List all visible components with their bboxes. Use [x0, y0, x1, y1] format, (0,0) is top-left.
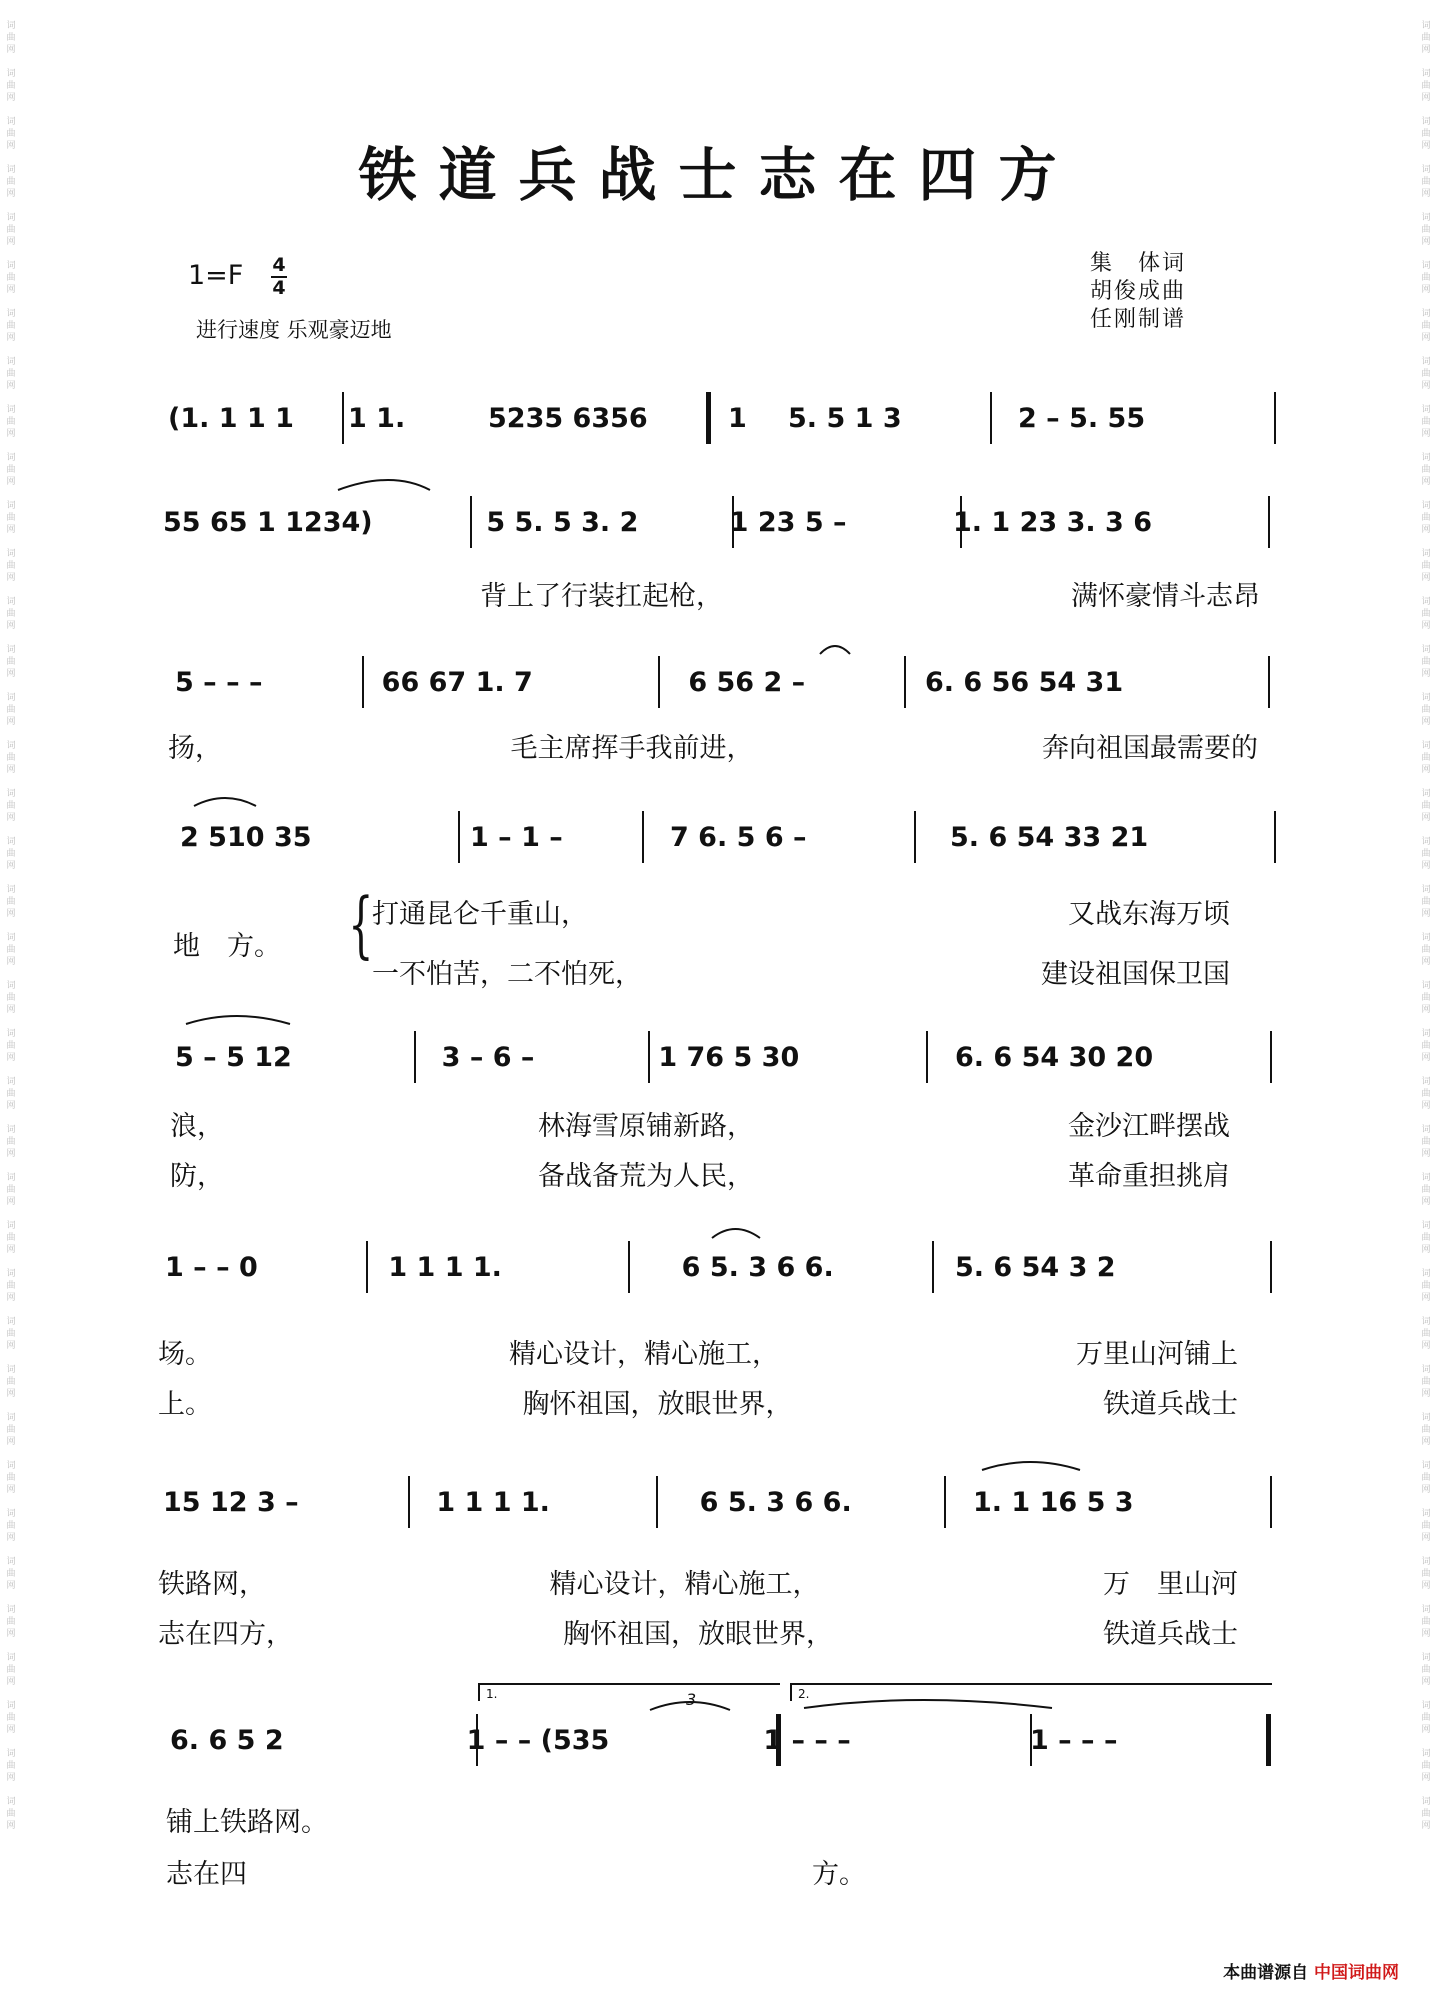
time-signature: [271, 256, 287, 298]
lyric-segment: 防，: [170, 1161, 224, 1192]
measure: 5. 6 54 33 21: [950, 822, 1149, 853]
verse-brace: {: [348, 882, 374, 966]
measure: 5. 6 54 3 2: [954, 1252, 1116, 1283]
slur: [982, 1462, 1080, 1470]
barline: [960, 496, 962, 548]
lyric-line: [166, 1806, 536, 1840]
measure: 5 5. 5 3. 2: [486, 507, 639, 538]
lyric-segment: 扬，: [168, 733, 222, 764]
source-footer: [1223, 1958, 1399, 1983]
barline: [414, 1031, 416, 1083]
barline: [656, 1476, 658, 1528]
barline: [658, 656, 660, 708]
lyric-segment: 精心设计，精心施工，: [549, 1569, 820, 1600]
lyric-segment: 一不怕苦，二不怕死，: [372, 959, 642, 990]
measure: 1 23 5 –: [729, 507, 847, 538]
lyric-segment: 场。: [158, 1339, 212, 1370]
lyric-segment: 地 方。: [173, 931, 281, 962]
song-title: 铁道兵战士志在四方: [358, 141, 1079, 209]
barline: [944, 1476, 946, 1528]
lyric-segment: 胸怀祖国，放眼世界，: [563, 1619, 833, 1650]
barline: [476, 1714, 478, 1766]
lyric-segment: 毛主席挥手我前进，: [510, 733, 754, 764]
volta-bracket-1: [478, 1683, 780, 1701]
barline: [1270, 1476, 1272, 1528]
right-watermark-strip: 词 曲 网 词 曲 网 词 曲 网 词 曲 网 词 曲 网 词 曲 网 词 曲 网 词 曲 网 词 曲 网 词 曲 网 词 曲 网 词 曲 网 词 曲 网 词 曲 网 词 曲 网 词 曲 网 词 曲 网 词 曲 网 词 曲 网 词 曲 网 词 曲 网 词 曲 网 词 曲 网 词 曲 网 词 曲 网 词 曲 网 词 曲 网 词 曲 网 词 曲 网 词 曲 网 词 曲 网 词 曲 网 词 曲 网 词 曲 网 词 曲 网 词 曲 网 词 曲 网 词 曲 网: [1421, 21, 1431, 1831]
barline: [926, 1031, 928, 1083]
measure: 1 – 1 –: [470, 822, 563, 853]
lyric-segment: 铁道兵战士: [1103, 1619, 1238, 1650]
barline: [642, 811, 644, 863]
notation-row-7: [163, 1470, 1273, 1536]
measure: 6 56 2 –: [688, 667, 806, 698]
barline: [914, 811, 916, 863]
barline: [458, 811, 460, 863]
lyric-line: [158, 1618, 1238, 1652]
lyric-segment: 奔向祖国最需要的: [1042, 733, 1258, 764]
barline: [1270, 1031, 1272, 1083]
measure: 1 – – 0: [165, 1252, 258, 1283]
lyric-segment: 林海雪原铺新路，: [538, 1111, 754, 1142]
notation-row-8: [170, 1708, 1260, 1774]
lyric-segment: 方。: [812, 1859, 866, 1890]
barline: [648, 1031, 650, 1083]
notation-row-2: [163, 490, 1253, 556]
triplet-mark: 3: [686, 1690, 697, 1709]
lyric-segment: 精心设计，精心施工，: [509, 1339, 779, 1370]
measure: 5235 6356: [488, 403, 648, 434]
barline: [366, 1241, 368, 1293]
notation-row-4: [180, 805, 1280, 871]
barline: [1268, 656, 1270, 708]
left-watermark-strip: 词 曲 网 词 曲 网 词 曲 网 词 曲 网 词 曲 网 词 曲 网 词 曲 网 词 曲 网 词 曲 网 词 曲 网 词 曲 网 词 曲 网 词 曲 网 词 曲 网 词 曲 网 词 曲 网 词 曲 网 词 曲 网 词 曲 网 词 曲 网 词 曲 网 词 曲 网 词 曲 网 词 曲 网 词 曲 网 词 曲 网 词 曲 网 词 曲 网 词 曲 网 词 曲 网 词 曲 网 词 曲 网 词 曲 网 词 曲 网 词 曲 网 词 曲 网 词 曲 网 词 曲 网: [6, 21, 16, 1831]
measure: 2 510 35: [180, 822, 312, 853]
lyric-segment: 革命重担挑肩: [1068, 1161, 1230, 1192]
notation-row-5: [175, 1025, 1275, 1091]
lyric-line: [372, 898, 1230, 932]
lyric-segment: 打通昆仑千重山，: [372, 899, 588, 930]
barline: [1274, 392, 1276, 444]
lyric-segment: 又战东海万顷: [1068, 899, 1230, 930]
tempo-marking: 进行速度 乐观豪迈地: [196, 318, 392, 342]
repeat-end-barline: [776, 1714, 781, 1766]
lyric-segment: 备战备荒为人民，: [538, 1161, 754, 1192]
lyric-segment: 背上了行装扛起枪，: [480, 581, 723, 612]
slur: [338, 480, 430, 490]
barline: [342, 392, 344, 444]
measure: 1 1 1 1.: [436, 1487, 550, 1518]
measure: 6. 6 5 2: [170, 1725, 284, 1756]
credit-composer: 胡俊成曲: [1090, 279, 1187, 304]
measure: 1 – – –: [763, 1725, 851, 1756]
lyric-segment: 万 里山河: [1103, 1569, 1238, 1600]
credit-lyricist: 集 体词: [1090, 251, 1187, 276]
key-signature: 1=F: [188, 260, 244, 291]
lyric-line: [158, 1388, 1238, 1422]
measure: 5. 5 1 3: [788, 403, 902, 434]
notation-row-1: [168, 386, 1278, 452]
lyric-line: [170, 1110, 1230, 1144]
measure: 1 1 1 1.: [388, 1252, 502, 1283]
barline: [408, 1476, 410, 1528]
measure: 2 – 5. 55: [1018, 403, 1146, 434]
lyric-segment: 上。: [158, 1389, 212, 1420]
measure: 5 – 5 12: [175, 1042, 292, 1073]
barline: [362, 656, 364, 708]
slur: [804, 1700, 1052, 1708]
measure: 1 1.: [348, 403, 406, 434]
measure: 3 – 6 –: [441, 1042, 535, 1073]
barline: [1270, 1241, 1272, 1293]
measure: 6 5. 3 6 6.: [699, 1487, 852, 1518]
barline: [1030, 1714, 1032, 1766]
lyric-segment: 铁路网，: [158, 1569, 266, 1600]
notation-row-3: [175, 650, 1255, 716]
measure: 1: [728, 403, 747, 434]
measure: 1. 1 16 5 3: [972, 1487, 1134, 1518]
notation-row-6: [165, 1235, 1265, 1301]
measure: 66 67 1. 7: [381, 667, 533, 698]
measure: 1 76 5 30: [658, 1042, 800, 1073]
lyric-segment: 金沙江畔摆战: [1068, 1111, 1230, 1142]
lyric-line: [158, 1568, 1238, 1602]
measure: 1 – – –: [1029, 1725, 1118, 1756]
lyric-segment: 铁道兵战士: [1103, 1389, 1238, 1420]
credits: [1090, 250, 1186, 334]
volta-bracket-2: [790, 1683, 1272, 1701]
source-link[interactable]: 中国词曲网: [1314, 1963, 1399, 1983]
barline: [628, 1241, 630, 1293]
lyric-segment: 万里山河铺上: [1076, 1339, 1238, 1370]
volta-label: 2.: [798, 1687, 810, 1701]
measure: 6 5. 3 6 6.: [681, 1252, 834, 1283]
barline: [732, 496, 734, 548]
barline: [1274, 811, 1276, 863]
measure: (1. 1 1 1: [168, 403, 294, 434]
measure: 7 6. 5 6 –: [670, 822, 807, 853]
measure: 6. 6 56 54 31: [924, 667, 1124, 698]
lyric-segment: 浪，: [170, 1111, 224, 1142]
lyric-line: [372, 958, 1230, 992]
time-signature-top: 4: [272, 254, 286, 276]
measure: 1. 1 23 3. 3 6: [952, 507, 1153, 538]
repeat-start-barline: [706, 392, 711, 444]
measure: 5 – – –: [175, 667, 263, 698]
slur: [186, 1016, 290, 1024]
measure: 1 – – (535: [466, 1725, 610, 1756]
barline: [932, 1241, 934, 1293]
final-barline: [1266, 1714, 1271, 1766]
lyric-segment: 铺上铁路网。: [166, 1807, 328, 1838]
lyric-segment: 满怀豪情斗志昂: [1071, 581, 1260, 612]
barline: [904, 656, 906, 708]
lyric-segment: 志在四: [166, 1859, 247, 1890]
lyric-segment: 建设祖国保卫国: [1041, 959, 1230, 990]
measure: 15 12 3 –: [163, 1487, 299, 1518]
barline: [990, 392, 992, 444]
credit-transcriber: 任刚制谱: [1090, 307, 1187, 332]
lyric-segment: 志在四方，: [158, 1619, 293, 1650]
time-signature-bottom: 4: [272, 277, 286, 299]
measure: 6. 6 54 30 20: [954, 1042, 1154, 1073]
barline: [470, 496, 472, 548]
barline: [1268, 496, 1270, 548]
volta-label: 1.: [486, 1687, 498, 1701]
lyric-line: [173, 930, 343, 964]
lyric-segment: 胸怀祖国，放眼世界，: [522, 1389, 793, 1420]
lyric-line: [170, 1160, 1230, 1194]
lyric-line: [158, 1338, 1238, 1372]
lyric-line: [166, 1858, 866, 1892]
lyric-line: [168, 732, 1258, 766]
source-label: 本曲谱源自: [1223, 1963, 1309, 1983]
lyric-line: [480, 580, 1260, 614]
measure: 55 65 1 1234): [163, 507, 373, 538]
